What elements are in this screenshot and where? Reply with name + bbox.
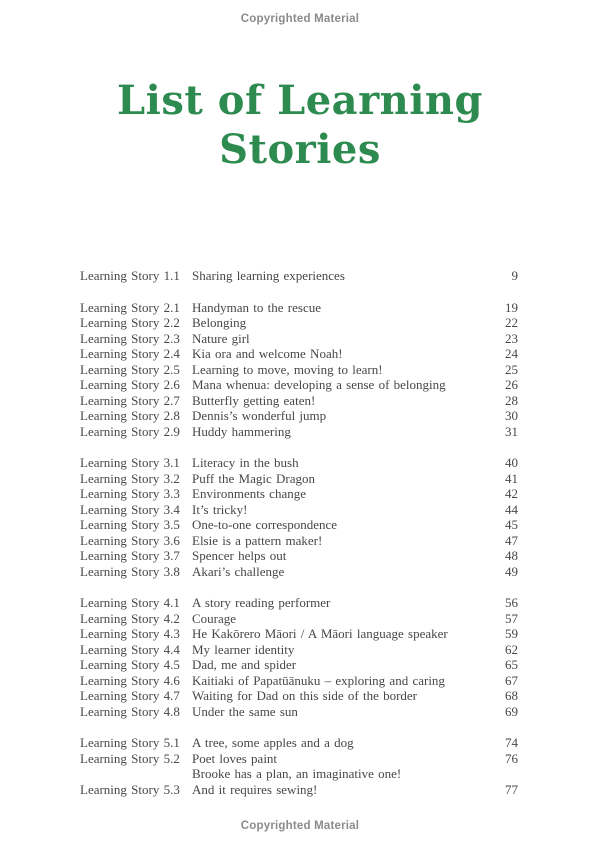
story-label: Learning Story 2.5: [80, 361, 180, 377]
story-page: 24: [505, 346, 518, 361]
toc-row: [80, 424, 518, 440]
toc-row: [80, 673, 518, 689]
story-label: Learning Story 2.3: [80, 330, 180, 346]
story-title: My learner identity: [192, 641, 295, 657]
toc-row: [80, 455, 518, 471]
story-label: Learning Story 5.1: [80, 735, 180, 750]
story-page: 56: [505, 595, 518, 610]
copyright-top-label: Copyrighted Material: [240, 13, 360, 25]
story-label: Learning Story 2.2: [80, 315, 180, 330]
toc-row: [80, 611, 518, 627]
toc-row: [80, 548, 518, 564]
story-page: 49: [505, 563, 518, 579]
story-page: 48: [505, 548, 518, 563]
toc-row: [80, 300, 518, 316]
story-page: 76: [505, 750, 518, 766]
story-label: Learning Story 4.4: [80, 641, 180, 657]
toc-list: [80, 268, 518, 813]
story-page: 23: [505, 330, 518, 346]
story-title: He Kakōrero Māori / A Māori language speaker: [192, 626, 448, 641]
toc-row: [80, 393, 518, 409]
story-title: Dad, me and spider: [192, 657, 297, 672]
story-label: Learning Story 2.1: [80, 299, 180, 315]
story-title-line-1: Brooke has a plan, an imaginative one!: [192, 766, 402, 781]
story-label: Learning Story 3.4: [80, 501, 180, 517]
story-title: Mana whenua: developing a sense of belonging: [192, 377, 446, 392]
story-title: Kaitiaki of Papatūānuku – exploring and caring: [192, 672, 445, 688]
story-page: 47: [505, 532, 518, 548]
story-page: 65: [505, 657, 518, 672]
story-page: 26: [505, 377, 518, 392]
story-label: Learning Story 3.8: [80, 563, 180, 579]
story-page: 25: [505, 361, 518, 377]
story-page: 57: [505, 610, 518, 626]
toc-row: [80, 735, 518, 751]
story-label: Learning Story 2.7: [80, 392, 180, 408]
toc-row: [80, 533, 518, 549]
toc-group-5: [80, 735, 518, 797]
story-label: Learning Story 4.1: [80, 595, 180, 610]
toc-row: [80, 471, 518, 487]
story-title: A story reading performer: [192, 595, 331, 610]
toc-row: [80, 564, 518, 580]
story-page: 62: [505, 641, 518, 657]
story-page: 69: [505, 703, 518, 719]
toc-row: [80, 517, 518, 533]
story-title-line-2: And it requires sewing!: [192, 781, 318, 797]
story-page: 42: [505, 486, 518, 501]
story-label: Learning Story 2.6: [80, 377, 180, 392]
toc-row: [80, 486, 518, 502]
story-label: Learning Story 5.3: [80, 781, 180, 797]
story-page: 30: [505, 408, 518, 423]
toc-row: [80, 331, 518, 347]
story-label: Learning Story 4.2: [80, 610, 180, 626]
story-label: Learning Story 3.3: [80, 486, 180, 501]
story-title: Elsie is a pattern maker!: [192, 532, 323, 548]
toc-row: [80, 688, 518, 704]
story-title: Sharing learning experiences: [192, 268, 345, 283]
story-label: Learning Story 3.5: [80, 517, 180, 532]
story-page: 40: [505, 455, 518, 470]
toc-row: [80, 315, 518, 331]
story-label: Learning Story 2.8: [80, 408, 180, 423]
story-title: Nature girl: [192, 330, 250, 346]
story-title: Huddy hammering: [192, 423, 291, 439]
story-label: Learning Story 3.7: [80, 548, 180, 563]
toc-row: [80, 657, 518, 673]
toc-group-2: [80, 300, 518, 440]
page-title-line-1: List of Learning: [117, 77, 483, 124]
story-title: Handyman to the rescue: [192, 299, 321, 315]
story-page: 74: [505, 735, 518, 750]
story-page: 59: [505, 626, 518, 641]
story-label: Learning Story 2.9: [80, 423, 180, 439]
story-title: Poet loves paint: [192, 750, 278, 766]
story-label: Learning Story 4.8: [80, 703, 180, 719]
toc-group-3: [80, 455, 518, 579]
toc-row: [80, 268, 518, 284]
story-label: Learning Story 2.4: [80, 346, 180, 361]
toc-row: [80, 377, 518, 393]
toc-row: [80, 362, 518, 378]
story-title: One-to-one correspondence: [192, 517, 338, 532]
toc-row: [80, 408, 518, 424]
story-title: Belonging: [192, 315, 247, 330]
story-title: Under the same sun: [192, 703, 298, 719]
story-label: Learning Story 4.5: [80, 657, 180, 672]
story-label: Learning Story 5.2: [80, 750, 180, 766]
page-title: [0, 76, 600, 174]
toc-group-4: [80, 595, 518, 719]
story-page: 28: [505, 392, 518, 408]
story-title: It’s tricky!: [192, 501, 248, 517]
story-label: Learning Story 3.6: [80, 532, 180, 548]
story-title: Literacy in the bush: [192, 455, 299, 470]
toc-row: [80, 502, 518, 518]
story-page: 22: [505, 315, 518, 330]
copyright-bottom-label: Copyrighted Material: [240, 820, 360, 832]
story-page: 77: [505, 781, 518, 797]
story-page: 19: [505, 299, 518, 315]
story-title: Environments change: [192, 486, 306, 501]
toc-row: [80, 642, 518, 658]
story-page: 44: [505, 501, 518, 517]
toc-row: [80, 751, 518, 767]
story-title: Kia ora and welcome Noah!: [192, 346, 343, 361]
story-title: Waiting for Dad on this side of the border: [192, 688, 418, 703]
toc-row: [80, 766, 518, 797]
story-title: Learning to move, moving to learn!: [192, 361, 383, 377]
story-page: 9: [511, 268, 518, 283]
story-title: [192, 766, 490, 797]
toc-row: [80, 626, 518, 642]
story-page: 31: [505, 423, 518, 439]
story-page: 67: [505, 672, 518, 688]
story-label: Learning Story 3.1: [80, 455, 180, 470]
toc-row: [80, 704, 518, 720]
story-title: Spencer helps out: [192, 548, 287, 563]
story-label: Learning Story 4.7: [80, 688, 180, 703]
story-label: Learning Story 1.1: [80, 268, 180, 283]
story-title: Courage: [192, 610, 237, 626]
toc-group-1: [80, 268, 518, 284]
story-page: 45: [505, 517, 518, 532]
story-page: 41: [505, 470, 518, 486]
page-title-line-2: Stories: [219, 126, 381, 173]
story-page: 68: [505, 688, 518, 703]
story-title: A tree, some apples and a dog: [192, 735, 354, 750]
story-title: Puff the Magic Dragon: [192, 470, 315, 486]
story-label: Learning Story 4.3: [80, 626, 180, 641]
toc-row: [80, 595, 518, 611]
story-label: Learning Story 3.2: [80, 470, 180, 486]
story-title: Akari’s challenge: [192, 563, 285, 579]
story-title: Butterfly getting eaten!: [192, 392, 316, 408]
toc-row: [80, 346, 518, 362]
story-label: Learning Story 4.6: [80, 672, 180, 688]
story-title: Dennis’s wonderful jump: [192, 408, 327, 423]
